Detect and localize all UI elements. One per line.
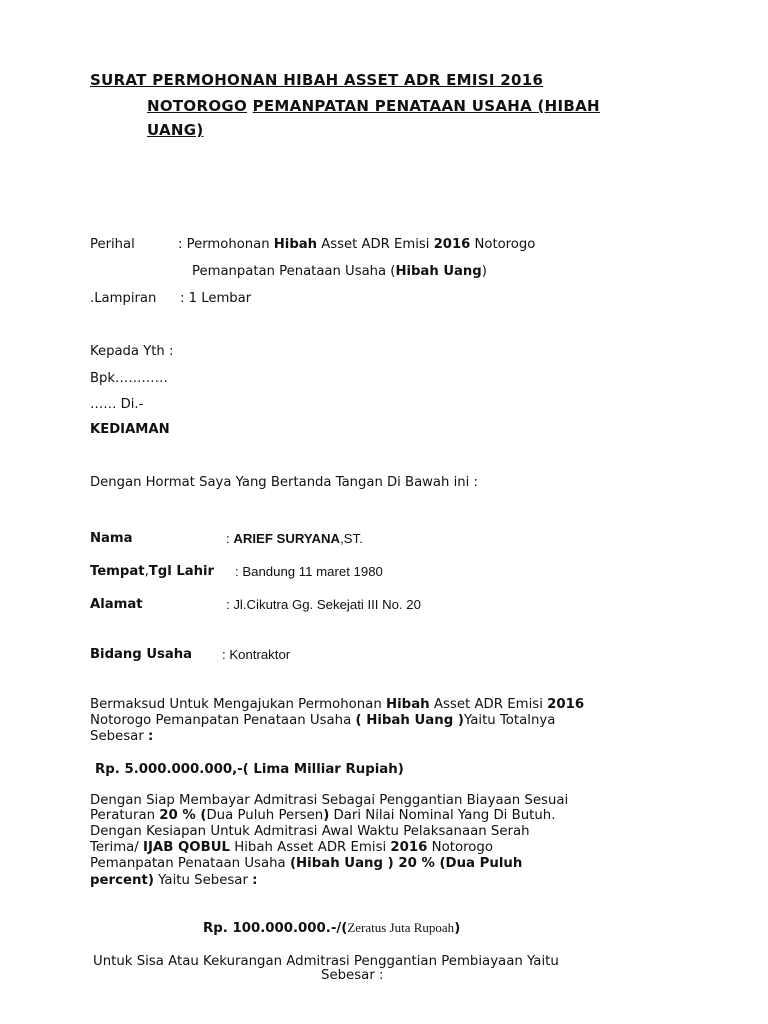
paragraph2-line4: Terima/ IJAB QOBUL Hibah Asset ADR Emisi 2016 Notorogo [90, 840, 493, 855]
amount1: Rp. 5.000.000.000,-( Lima Milliar Rupiah) [95, 762, 404, 777]
recipient-line2: Bpk………… [90, 371, 168, 386]
recipient-line4: KEDIAMAN [90, 422, 170, 437]
alamat-value: : Jl.Cikutra Gg. Sekejati III No. 20 [226, 597, 421, 612]
paragraph1-line2: Notorogo Pemanpatan Penataan Usaha ( Hibah Uang )Yaitu Totalnya [90, 713, 556, 728]
paragraph2-line5: Pemanpatan Penataan Usaha (Hibah Uang ) 20 % (Dua Puluh [90, 856, 523, 871]
ttl-label: Tempat,Tgl Lahir [90, 564, 215, 579]
recipient-line1: Kepada Yth : [90, 344, 174, 359]
greeting: Dengan Hormat Saya Yang Bertanda Tangan Di Bawah ini : [90, 475, 478, 490]
paragraph2-line6: percent) Yaitu Sebesar : [90, 873, 258, 888]
alamat-label: Alamat [90, 597, 143, 612]
title-notorogo: NOTOROGO [147, 97, 248, 115]
amount2: Rp. 100.000.000.-/(Zeratus Juta Rupoah) [203, 920, 461, 936]
recipient-line3: …… Di.- [90, 397, 144, 412]
nama-value: : ARIEF SURYANA,ST. [226, 531, 363, 546]
paragraph2-line3: Dengan Kesiapan Untuk Admitrasi Awal Waktu Pelaksanaan Serah [90, 824, 530, 839]
paragraph1-line1: Bermaksud Untuk Mengajukan Permohonan Hibah Asset ADR Emisi 2016 [90, 697, 585, 712]
perihal-value: : Permohonan Hibah Asset ADR Emisi 2016 Notorogo [178, 237, 536, 252]
nama-label: Nama [90, 531, 133, 546]
perihal-label: Perihal [90, 237, 135, 252]
document-title-line1: SURAT PERMOHONAN HIBAH ASSET ADR EMISI 2016 [90, 71, 544, 89]
paragraph2-line2: Peraturan 20 % (Dua Puluh Persen) Dari Nilai Nominal Yang Di Butuh. [90, 808, 556, 823]
paragraph3-line1: Untuk Sisa Atau Kekurangan Admitrasi Penggantian Pembiayaan Yaitu [93, 954, 559, 969]
bidang-label: Bidang Usaha [90, 647, 193, 662]
lampiran-value: : 1 Lembar [180, 291, 252, 306]
title-pemanpatan: PEMANPATAN PENATAAN USAHA (HIBAH [252, 97, 600, 115]
document-title-line2 [147, 97, 600, 115]
paragraph1-line3: Sebesar : [90, 729, 154, 744]
document-title-line3: UANG) [147, 121, 204, 139]
bidang-value: : Kontraktor [222, 647, 291, 662]
perihal-value-cont: Pemanpatan Penataan Usaha (Hibah Uang) [192, 264, 487, 279]
paragraph2-line1: Dengan Siap Membayar Admitrasi Sebagai Penggantian Biayaan Sesuai [90, 793, 569, 808]
lampiran-label: .Lampiran [90, 291, 157, 306]
ttl-value: : Bandung 11 maret 1980 [235, 564, 383, 579]
paragraph3-line2: Sebesar : [321, 968, 384, 983]
